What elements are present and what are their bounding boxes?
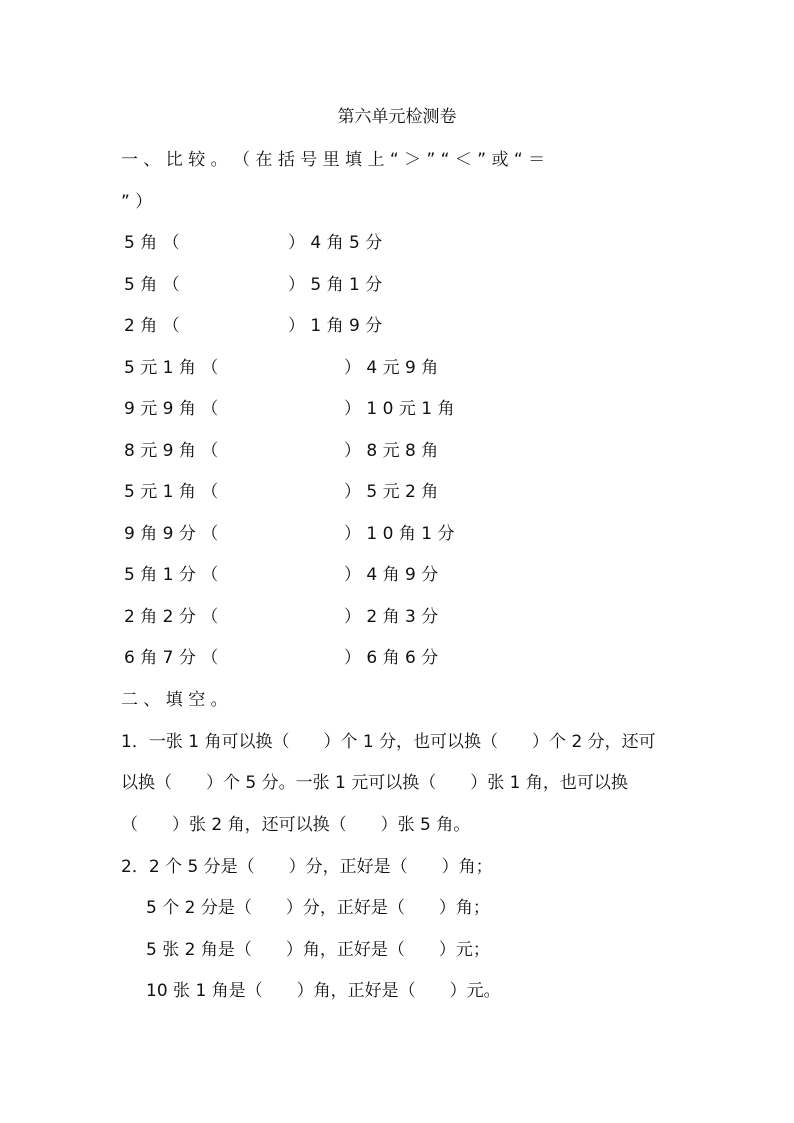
question-2-line: 5 个 2 分是（ ）分，正好是（ ）角； [146, 898, 490, 918]
compare-left: 5 元 1 角 （ [124, 358, 219, 378]
compare-right: ） 4 元 9 角 [344, 358, 439, 378]
compare-left: 2 角 （ [124, 316, 180, 336]
question-1-line: 以换（ ）个 5 分。一张 1 元可以换（ ）张 1 角，也可以换 [121, 773, 628, 793]
question-2-line: 2．2 个 5 分是（ ）分，正好是（ ）角； [121, 857, 493, 877]
compare-right: ） 2 角 3 分 [344, 607, 439, 627]
compare-left: 2 角 2 分 （ [124, 607, 219, 627]
section1-heading-cont: ” ） [121, 192, 153, 212]
compare-left: 5 元 1 角 （ [124, 482, 219, 502]
question-2-line: 10 张 1 角是（ ）角，正好是（ ）元。 [146, 981, 501, 1001]
question-1-line: 1．一张 1 角可以换（ ）个 1 分，也可以换（ ）个 2 分，还可 [121, 732, 656, 752]
compare-right: ） 5 元 2 角 [344, 482, 439, 502]
compare-left: 5 角 （ [124, 275, 180, 295]
compare-left: 5 角 1 分 （ [124, 565, 219, 585]
compare-right: ） 1 0 角 1 分 [344, 524, 455, 544]
page-title: 第六单元检测卷 [337, 107, 457, 127]
compare-right: ） 4 角 9 分 [344, 565, 439, 585]
question-1-line: （ ）张 2 角，还可以换（ ）张 5 角。 [121, 815, 471, 835]
compare-left: 9 角 9 分 （ [124, 524, 219, 544]
compare-right: ） 8 元 8 角 [344, 441, 439, 461]
compare-left: 8 元 9 角 （ [124, 441, 219, 461]
compare-left: 9 元 9 角 （ [124, 399, 219, 419]
question-2-line: 5 张 2 角是（ ）角，正好是（ ）元； [146, 940, 490, 960]
compare-right: ） 1 角 9 分 [288, 316, 383, 336]
compare-right: ） 1 0 元 1 角 [344, 399, 455, 419]
compare-left: 5 角 （ [124, 233, 180, 253]
compare-right: ） 5 角 1 分 [288, 275, 383, 295]
compare-left: 6 角 7 分 （ [124, 648, 219, 668]
section1-heading: 一 、 比 较 。 （ 在 括 号 里 填 上 “ ＞ ” “ ＜ ” 或 “ ＝ [121, 150, 546, 170]
compare-right: ） 6 角 6 分 [344, 648, 439, 668]
compare-right: ） 4 角 5 分 [288, 233, 383, 253]
section2-heading: 二 、 填 空 。 [121, 690, 228, 710]
